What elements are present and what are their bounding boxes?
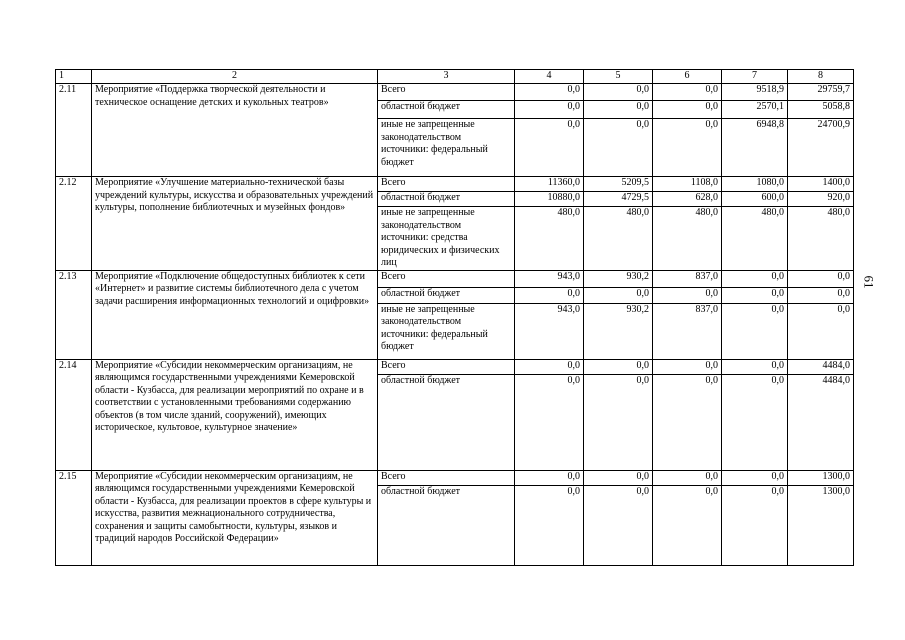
header-row [56,70,854,84]
funding-source: областной бюджет [378,192,515,207]
amount-cell: 0,0 [722,485,788,565]
amount-cell: 0,0 [584,485,653,565]
amount-cell: 0,0 [722,359,788,374]
column-header: 1 [56,70,92,84]
table-row [56,84,854,101]
amount-cell: 24700,9 [788,119,854,177]
amount-cell: 480,0 [584,207,653,271]
table-row [56,359,854,374]
amount-cell: 0,0 [722,303,788,359]
amount-cell: 0,0 [722,470,788,485]
amount-cell: 0,0 [653,101,722,119]
amount-cell: 480,0 [722,207,788,271]
amount-cell: 0,0 [653,359,722,374]
page-number: 61 [861,275,877,289]
amount-cell: 0,0 [788,303,854,359]
amount-cell: 0,0 [515,101,584,119]
amount-cell: 0,0 [515,119,584,177]
amount-cell: 1300,0 [788,485,854,565]
amount-cell: 9518,9 [722,84,788,101]
amount-cell: 480,0 [653,207,722,271]
funding-source: областной бюджет [378,485,515,565]
column-header: 7 [722,70,788,84]
row-number: 2.14 [56,359,92,470]
amount-cell: 0,0 [653,470,722,485]
amount-cell: 0,0 [515,359,584,374]
row-number: 2.13 [56,270,92,359]
table-row [56,270,854,287]
amount-cell: 0,0 [653,119,722,177]
row-number: 2.15 [56,470,92,565]
funding-source: областной бюджет [378,287,515,303]
table-row [56,470,854,485]
amount-cell: 1400,0 [788,177,854,192]
amount-cell: 11360,0 [515,177,584,192]
amount-cell: 837,0 [653,270,722,287]
column-header: 3 [378,70,515,84]
amount-cell: 480,0 [515,207,584,271]
amount-cell: 0,0 [584,359,653,374]
row-number: 2.12 [56,177,92,271]
funding-source: Всего [378,359,515,374]
amount-cell: 628,0 [653,192,722,207]
amount-cell: 0,0 [653,84,722,101]
amount-cell: 0,0 [515,470,584,485]
amount-cell: 920,0 [788,192,854,207]
amount-cell: 6948,8 [722,119,788,177]
funding-source: иные не запрещенные законодательством источники: средства юридических и физических лиц [378,207,515,271]
measure-name: Мероприятие «Подключение общедоступных библиотек к сети «Интернет» и развитие системы библиотечного дела с учетом задачи расширения информационных технологий и оцифровки» [92,270,378,359]
funding-source: Всего [378,470,515,485]
amount-cell: 480,0 [788,207,854,271]
amount-cell: 0,0 [653,485,722,565]
amount-cell: 0,0 [653,287,722,303]
measure-name: Мероприятие «Субсидии некоммерческим организациям, не являющимся государственными учреждениями Кемеровской области - Кузбасса, для реализации проектов в сфере культуры и искусства, развития межнационального сотрудничества, сохранения и защиты самобытности, культуры, языков и традиций народов Российской Федерации» [92,470,378,565]
column-header: 8 [788,70,854,84]
amount-cell: 0,0 [515,84,584,101]
amount-cell: 1108,0 [653,177,722,192]
amount-cell: 0,0 [584,470,653,485]
amount-cell: 930,2 [584,303,653,359]
amount-cell: 0,0 [584,119,653,177]
amount-cell: 29759,7 [788,84,854,101]
amount-cell: 1300,0 [788,470,854,485]
amount-cell: 0,0 [788,287,854,303]
amount-cell: 2570,1 [722,101,788,119]
amount-cell: 600,0 [722,192,788,207]
amount-cell: 0,0 [584,84,653,101]
table-row [56,177,854,192]
column-header: 4 [515,70,584,84]
funding-source: Всего [378,177,515,192]
amount-cell: 0,0 [584,287,653,303]
amount-cell: 0,0 [722,374,788,470]
column-header: 5 [584,70,653,84]
funding-source: областной бюджет [378,101,515,119]
amount-cell: 5058,8 [788,101,854,119]
amount-cell: 4484,0 [788,359,854,374]
amount-cell: 943,0 [515,303,584,359]
amount-cell: 0,0 [653,374,722,470]
amount-cell: 0,0 [515,287,584,303]
amount-cell: 0,0 [722,270,788,287]
funding-source: Всего [378,270,515,287]
funding-source: Всего [378,84,515,101]
funding-source: иные не запрещенные законодательством источники: федеральный бюджет [378,303,515,359]
column-header: 6 [653,70,722,84]
column-header: 2 [92,70,378,84]
amount-cell: 4729,5 [584,192,653,207]
amount-cell: 1080,0 [722,177,788,192]
row-number: 2.11 [56,84,92,177]
funding-source: иные не запрещенные законодательством источники: федеральный бюджет [378,119,515,177]
funding-source: областной бюджет [378,374,515,470]
measure-name: Мероприятие «Улучшение материально-технической базы учреждений культуры, искусства и образовательных учреждений культуры, пополнение библиотечных и музейных фондов» [92,177,378,271]
amount-cell: 943,0 [515,270,584,287]
budget-table [55,69,854,566]
amount-cell: 0,0 [515,374,584,470]
amount-cell: 0,0 [722,287,788,303]
amount-cell: 837,0 [653,303,722,359]
amount-cell: 930,2 [584,270,653,287]
amount-cell: 0,0 [584,374,653,470]
measure-name: Мероприятие «Поддержка творческой деятельности и техническое оснащение детских и кукольных театров» [92,84,378,177]
amount-cell: 0,0 [584,101,653,119]
amount-cell: 10880,0 [515,192,584,207]
measure-name: Мероприятие «Субсидии некоммерческим организациям, не являющимся государственными учреждениями Кемеровской области - Кузбасса, для реализации мероприятий по охране и в соответствии с установленными требованиями содержанию объектов (в том числе зданий, сооружений), имеющих историческое, культовое, культурное значение» [92,359,378,470]
amount-cell: 4484,0 [788,374,854,470]
amount-cell: 5209,5 [584,177,653,192]
amount-cell: 0,0 [515,485,584,565]
amount-cell: 0,0 [788,270,854,287]
